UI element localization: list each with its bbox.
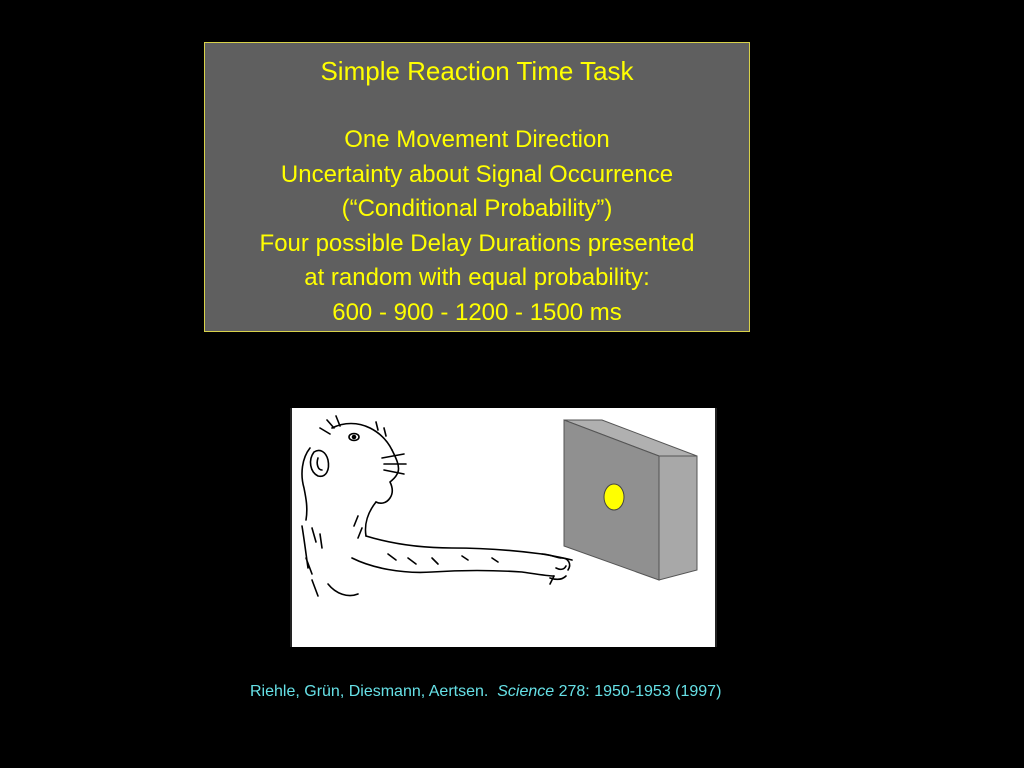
task-detail-line: 600 - 900 - 1200 - 1500 ms [332, 298, 622, 326]
citation [250, 682, 870, 702]
task-details [205, 123, 749, 330]
task-title: Simple Reaction Time Task [320, 56, 634, 86]
task-detail-line: Four possible Delay Durations presented [259, 229, 695, 257]
experiment-drawing [292, 408, 715, 647]
signal-light-icon [604, 484, 624, 510]
task-detail-line: (“Conditional Probability”) [341, 195, 613, 222]
monkey-drawing [302, 416, 572, 596]
task-detail-line: at random with equal probability: [304, 264, 650, 291]
experiment-illustration [290, 408, 717, 647]
citation-authors: Riehle, Grün, Diesmann, Aertsen. [250, 683, 489, 700]
task-detail-line: Uncertainty about Signal Occurrence [280, 160, 674, 188]
citation-details: 278: 1950-1953 (1997) [558, 683, 722, 700]
task-description-box [204, 42, 750, 332]
response-panel [564, 420, 697, 580]
citation-journal: Science [497, 683, 555, 700]
task-detail-line: One Movement Direction [344, 126, 610, 153]
